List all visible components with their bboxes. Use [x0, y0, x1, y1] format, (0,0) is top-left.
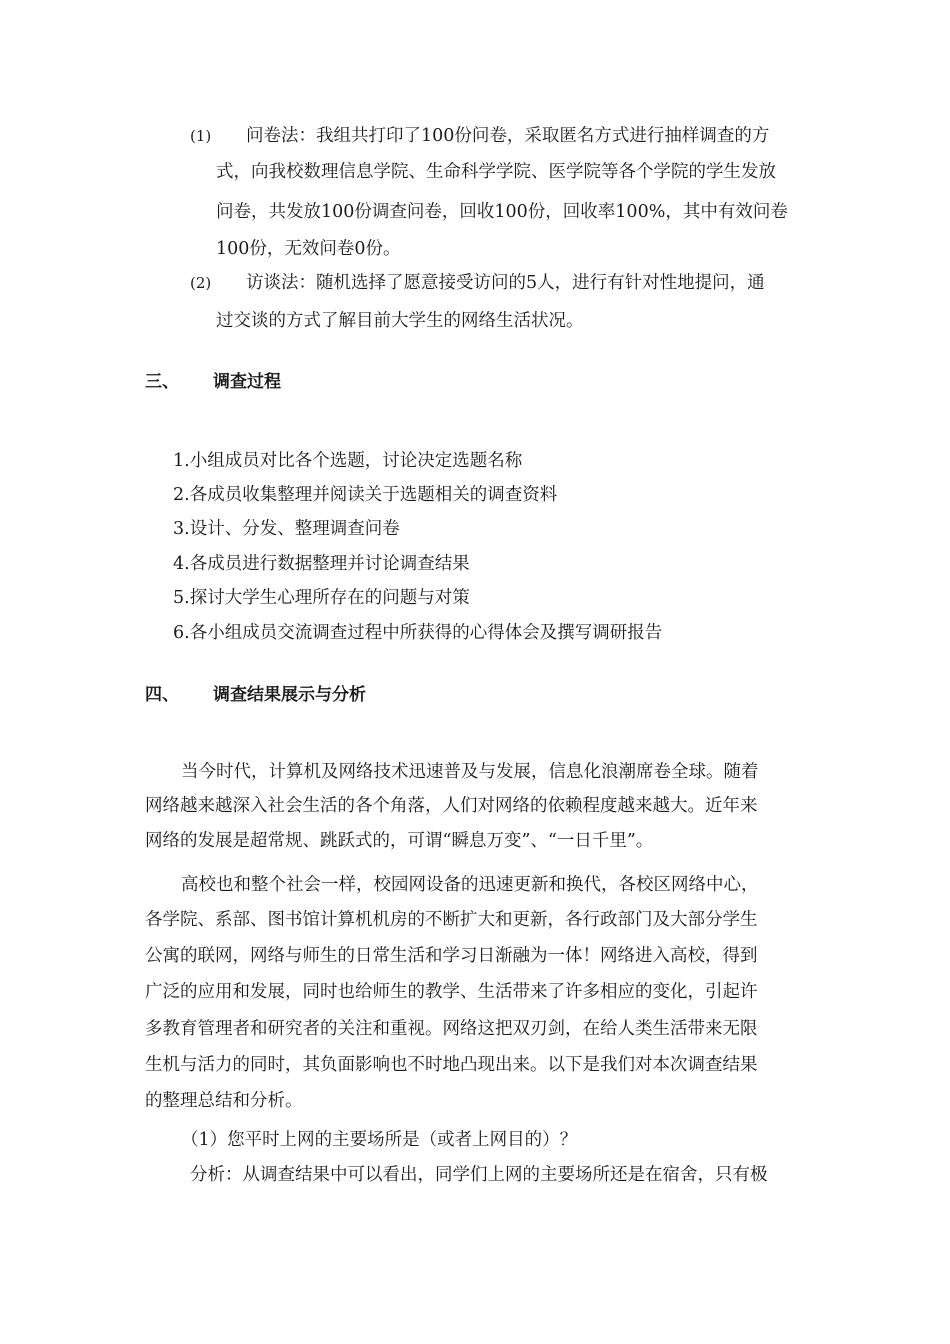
section-4-number: 四、 [145, 685, 179, 705]
method-1-line-1: 问卷法：我组共打印了100份问卷，采取匿名方式进行抽样调查的方 [246, 126, 770, 146]
method-1-line-3: 问卷，共发放100份调查问卷，回收100份，回收率100%，其中有效问卷 [216, 202, 788, 222]
section-3-title: 调查过程 [213, 372, 281, 392]
para-1-line-2: 网络越来越深入社会生活的各个角落，人们对网络的依赖程度越来越大。近年来 [145, 796, 758, 816]
question-1: （1）您平时上网的主要场所是（或者上网目的）？ [181, 1130, 578, 1150]
para-2-line-1: 高校也和整个社会一样，校园网设备的迅速更新和换代，各校区网络中心， [181, 875, 759, 895]
para-2-line-5: 多教育管理者和研究者的关注和重视。网络这把双刃剑，在给人类生活带来无限 [145, 1019, 758, 1039]
method-2-line-2: 过交谈的方式了解目前大学生的网络生活状况。 [216, 311, 584, 331]
process-step-4: 4.各成员进行数据整理并讨论调查结果 [173, 554, 470, 574]
para-1-line-1: 当今时代，计算机及网络技术迅速普及与发展，信息化浪潮席卷全球。随着 [181, 762, 759, 782]
para-2-line-3: 公寓的联网，网络与师生的日常生活和学习日渐融为一体！网络进入高校，得到 [145, 946, 758, 966]
para-2-line-6: 生机与活力的同时，其负面影响也不时地凸现出来。以下是我们对本次调查结果 [145, 1055, 758, 1075]
para-1-line-3: 网络的发展是超常规、跳跃式的，可谓“瞬息万变”、“一日千里”。 [145, 831, 654, 851]
process-step-3: 3.设计、分发、整理调查问卷 [173, 519, 400, 539]
process-step-6: 6.各小组成员交流调查过程中所获得的心得体会及撰写调研报告 [173, 623, 663, 643]
method-1-line-4: 100份，无效问卷0份。 [216, 239, 401, 259]
process-step-5: 5.探讨大学生心理所存在的问题与对策 [173, 588, 470, 608]
para-2-line-7: 的整理总结和分析。 [145, 1091, 303, 1111]
section-4-title: 调查结果展示与分析 [213, 685, 366, 705]
para-2-line-4: 广泛的应用和发展，同时也给师生的教学、生活带来了许多相应的变化，引起许 [145, 982, 758, 1002]
method-2-line-1: 访谈法：随机选择了愿意接受访问的5人，进行有针对性地提问，通 [246, 273, 765, 293]
process-step-2: 2.各成员收集整理并阅读关于选题相关的调查资料 [173, 485, 558, 505]
analysis-1-line-1: 分析：从调查结果中可以看出，同学们上网的主要场所还是在宿舍，只有极 [190, 1165, 768, 1185]
para-2-line-2: 各学院、系部、图书馆计算机机房的不断扩大和更新，各行政部门及大部分学生 [145, 910, 758, 930]
method-marker-1: (1) [190, 127, 212, 145]
method-1-line-2: 式，向我校数理信息学院、生命科学学院、医学院等各个学院的学生发放 [216, 162, 776, 182]
method-marker-2: (2) [190, 274, 212, 292]
section-3-number: 三、 [145, 372, 179, 392]
process-step-1: 1.小组成员对比各个选题，讨论决定选题名称 [173, 451, 523, 471]
